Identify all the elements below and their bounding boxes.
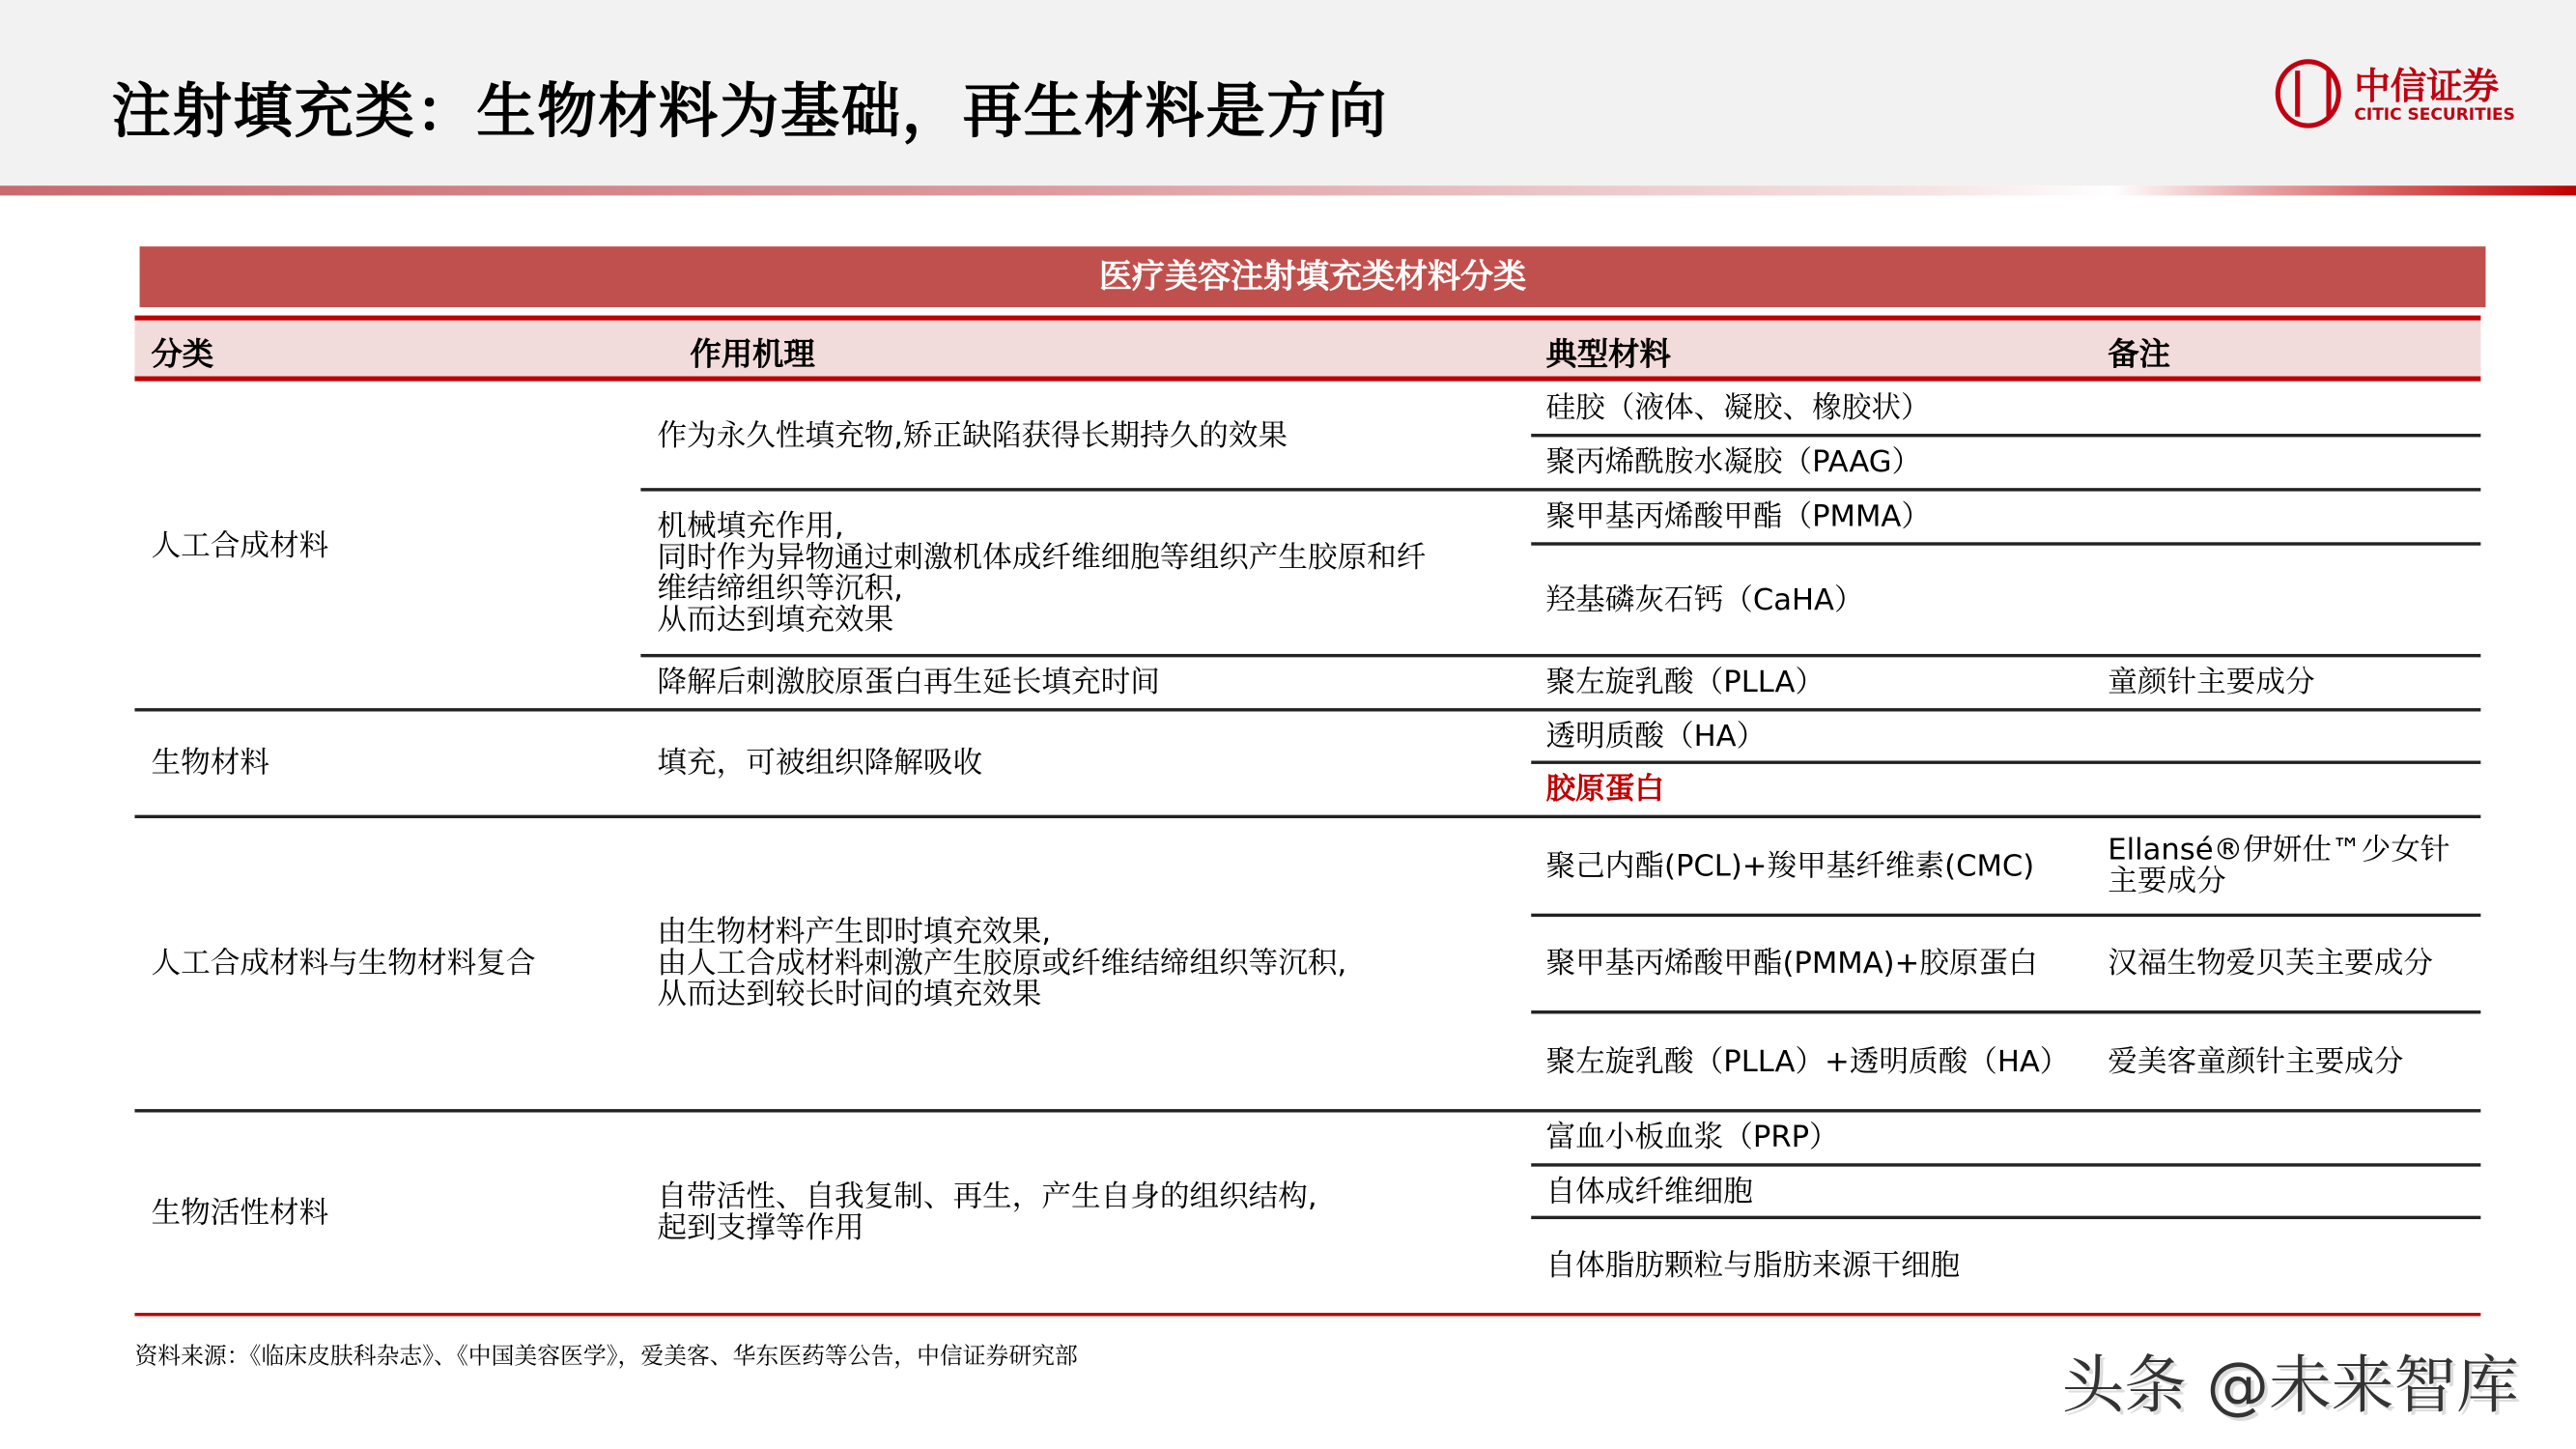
material-cell [1546,762,2097,816]
header-gradient-bar [0,185,2576,195]
note-cell-text: 童颜针主要成分 [2108,665,2315,700]
mechanism-cell [657,710,1527,817]
material-divider [1531,761,2480,764]
material-cell [1546,710,2097,762]
column-header-category: 分类 [151,336,214,374]
source-note: 资料来源：《临床皮肤科杂志》、《中国美容医学》，爱美客、华东医药等公告，中信证券研究部 [134,1344,1078,1371]
mechanism-cell-line: 由人工合成材料刺激产生胶原或纤维结缔组织等沉积, [657,946,1347,981]
citic-logo [2276,59,2538,134]
column-header-mechanism: 作用机理 [690,336,815,374]
mechanism-cell-line: 起到支撑等作用 [657,1210,864,1246]
logo-text-en: CITIC SECURITIES [2354,106,2515,126]
mechanism-cell-line: 从而达到较长时间的填充效果 [657,978,1042,1012]
column-header-material: 典型材料 [1545,336,1671,374]
material-cell-text: 聚丙烯酰胺水凝胶（PAAG） [1545,444,1922,480]
note-cell [2108,1012,2477,1111]
mechanism-cell-line: 由生物材料产生即时填充效果, [657,915,1052,951]
logo-text-cn: 中信证券 [2354,67,2500,109]
mechanism-cell-line: 自带活性、自我复制、再生，产生自身的组织结构, [657,1179,1317,1214]
mechanism-cell-text: 降解后刺激胶原蛋白再生延长填充时间 [657,665,1160,700]
mechanism-cell-line: 维结缔组织等沉积, [657,571,904,606]
category-cell-text: 人工合成材料 [151,527,329,563]
material-divider [1531,1163,2480,1166]
material-cell [1546,1111,2097,1165]
page-title: 注射填充类：生物材料为基础，再生材料是方向 [111,78,1389,147]
category-cell [151,382,627,710]
mechanism-cell [657,656,1527,710]
material-cell-text: 聚甲基丙烯酸甲酯(PMMA)+胶原蛋白 [1545,946,2038,981]
material-cell-text: 聚左旋乳酸（PLLA）+透明质酸（HA） [1545,1043,2070,1079]
mechanism-cell-text: 填充，可被组织降解吸收 [657,746,983,781]
note-cell-line: Ellansé®伊妍仕™少女针 [2108,833,2450,868]
note-cell [2108,816,2477,915]
mechanism-cell [657,816,1527,1110]
mechanism-cell-line: 从而达到填充效果 [657,602,894,638]
note-cell-text: 汉福生物爱贝芙主要成分 [2108,946,2434,981]
table-title: 医疗美容注射填充类材料分类 [140,246,2486,307]
material-cell-text: 聚左旋乳酸（PLLA） [1545,665,1826,700]
material-cell [1546,436,2097,490]
material-cell [1546,915,2097,1011]
table-bottom-rule [134,1313,2480,1316]
material-cell [1546,1165,2097,1217]
mechanism-cell-line: 机械填充作用, [657,508,844,544]
category-cell [151,816,627,1110]
material-cell [1546,816,2097,915]
material-cell-text: 透明质酸（HA） [1545,719,1767,753]
watermark: 头条 @未来智库 [2061,1349,2519,1422]
material-cell [1546,1217,2097,1314]
material-divider [1531,1216,2480,1219]
material-cell-text: 聚甲基丙烯酸甲酯（PMMA） [1545,499,1931,534]
material-cell-text: 聚己内酯(PCL)+羧甲基纤维素(CMC) [1545,848,2035,884]
material-divider [1531,1010,2480,1013]
note-cell [2108,915,2477,1011]
note-cell [2108,656,2477,710]
material-cell [1546,490,2097,544]
mechanism-cell [657,382,1527,490]
material-cell [1546,544,2097,656]
material-divider [1531,434,2480,437]
note-cell-line: 主要成分 [2108,864,2226,899]
material-cell-text: 自体成纤维细胞 [1545,1174,1753,1209]
material-divider [1531,914,2480,917]
material-cell [1546,1012,2097,1111]
mechanism-cell [657,490,1527,656]
column-header-note: 备注 [2108,336,2170,374]
category-cell-text: 生物活性材料 [151,1195,329,1231]
material-cell-text: 自体脂肪颗粒与脂肪来源干细胞 [1545,1248,1961,1284]
material-cell-text: 胶原蛋白 [1545,772,1665,808]
material-divider [1531,542,2480,545]
category-cell [151,1111,627,1315]
material-cell-text: 羟基磷灰石钙（CaHA） [1545,582,1864,617]
material-cell-text: 富血小板血浆（PRP） [1545,1121,1839,1155]
citic-logo-icon [2276,59,2341,128]
material-cell [1546,656,2097,710]
mechanism-cell [657,1111,1527,1315]
category-cell-text: 人工合成材料与生物材料复合 [151,946,536,981]
note-cell-text: 爱美客童颜针主要成分 [2108,1043,2404,1079]
category-cell-text: 生物材料 [151,746,269,781]
material-cell-text: 硅胶（液体、凝胶、橡胶状） [1545,390,1931,426]
mechanism-cell-line: 同时作为异物通过刺激机体成纤维细胞等组织产生胶原和纤 [657,539,1427,575]
mechanism-cell-text: 作为永久性填充物,矫正缺陷获得长期持久的效果 [657,417,1288,453]
table-header [134,316,2480,382]
material-cell [1546,382,2097,436]
category-cell [151,710,627,817]
